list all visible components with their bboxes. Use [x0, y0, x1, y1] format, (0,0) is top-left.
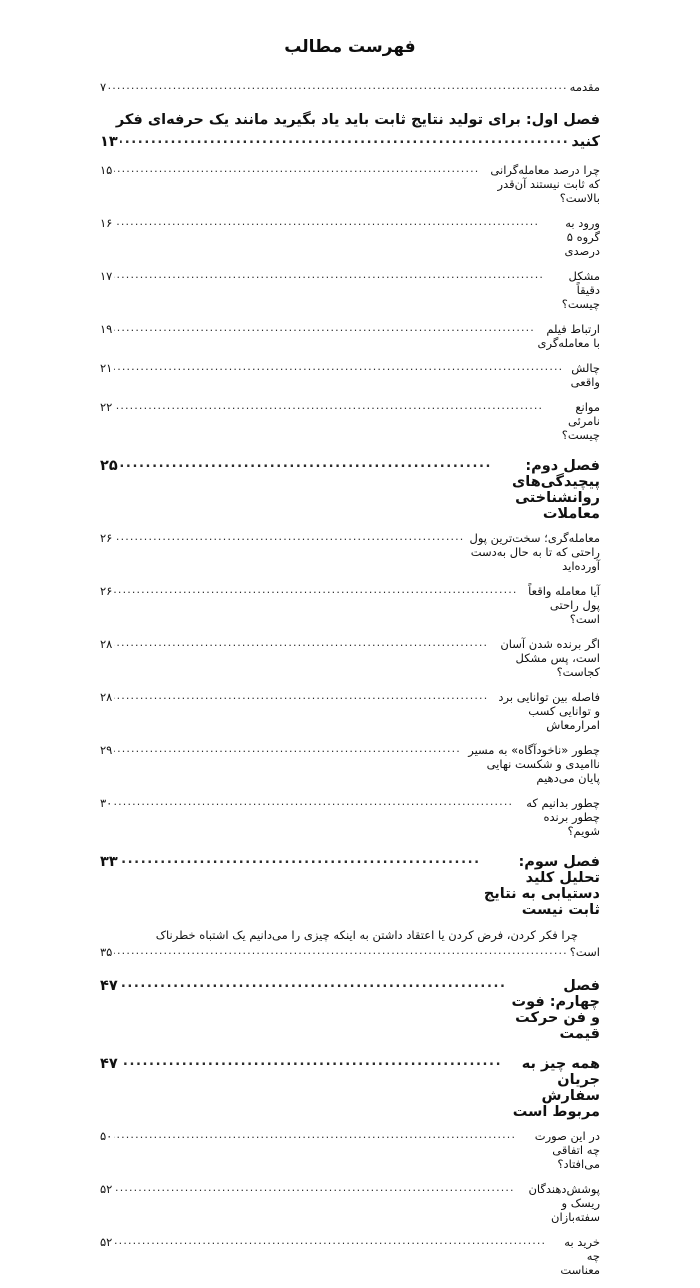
- toc-row: [100, 322, 600, 350]
- toc-entry-sub[interactable]: [100, 400, 600, 442]
- toc-entry-label-line-1: چرا فکر کردن، فرض کردن یا اعتقاد داشتن به اینکه چیزی را می‌دانیم یک اشتباه خطرناک: [155, 927, 578, 942]
- toc-entry-label: فاصله بین توانایی برد و توانایی کسب امرارمعاش: [498, 689, 600, 732]
- toc-row: [100, 531, 600, 573]
- toc-page-number: ۵۲: [100, 1182, 113, 1197]
- toc-page-number: ۱۶: [100, 215, 113, 230]
- toc-page-number: ۱۵: [100, 162, 113, 177]
- toc-entry-chapter-2[interactable]: [100, 458, 600, 522]
- toc-entry-sub[interactable]: [100, 1235, 600, 1277]
- toc-entry-label: چرا درصد معامله‌گرانی که ثابت نیستند آن‌قدر بالاست؟: [490, 162, 600, 205]
- toc-entry-label: در این صورت چه اتفاقی می‌افتاد؟: [534, 1129, 600, 1172]
- toc-entry-label-line-2: کنید: [571, 133, 600, 150]
- toc-row: [100, 854, 600, 918]
- toc-entry-sub[interactable]: [100, 927, 600, 963]
- dot-leader: [108, 79, 567, 92]
- toc-entry-chapter-1[interactable]: [100, 110, 600, 154]
- toc-page-number: ۵۲: [100, 1235, 113, 1250]
- toc-entry-sub[interactable]: [100, 269, 600, 311]
- toc-entry-label: اگر برنده شدن آسان است، پس مشکل کجاست؟: [500, 636, 600, 679]
- dot-leader: [120, 1054, 502, 1069]
- dot-leader: [114, 795, 513, 808]
- toc-entry-chapter-4[interactable]: [100, 978, 600, 1042]
- toc-entry-sub[interactable]: [100, 1182, 600, 1224]
- toc-row: [100, 743, 600, 785]
- dot-leader: [120, 852, 481, 867]
- toc-page-number: ۷: [100, 80, 107, 94]
- toc-page-number: ۲۲: [100, 399, 113, 414]
- toc-entry-label-line-2: است؟: [569, 945, 600, 960]
- toc-entry-sub[interactable]: [100, 743, 600, 785]
- toc-entry-label: چطور بدانیم که چطور برنده شویم؟: [526, 795, 600, 838]
- toc-list: [100, 80, 600, 1288]
- dot-leader: [114, 636, 488, 649]
- toc-row: [100, 400, 600, 442]
- toc-row: [100, 132, 600, 154]
- dot-leader: [114, 583, 517, 596]
- dot-leader: [114, 215, 539, 228]
- toc-entry-label: فصل دوم: پیچیدگی‌های روانشناختی معاملات: [512, 457, 600, 522]
- dot-leader: [120, 456, 492, 471]
- dot-leader: [114, 321, 535, 334]
- toc-entry-sub[interactable]: [100, 163, 600, 205]
- toc-entry-sub[interactable]: [100, 690, 600, 732]
- toc-entry-section[interactable]: [100, 1056, 600, 1120]
- toc-entry-sub[interactable]: [100, 361, 600, 389]
- toc-page-number: ۲۸: [100, 636, 113, 651]
- toc-row: [100, 1056, 600, 1120]
- toc-entry-label: فصل چهارم: فوت و فن حرکت قیمت: [511, 978, 600, 1043]
- toc-page-number: ۲۶: [100, 583, 113, 598]
- toc-entry-label: آیا معامله واقعاً پول راحتی است؟: [528, 583, 600, 626]
- dot-leader: [114, 742, 461, 755]
- dot-leader: [120, 976, 507, 991]
- toc-page-number: ۱۳: [100, 133, 118, 150]
- toc-entry-label: ارتباط فیلم با معامله‌گری: [537, 321, 600, 350]
- toc-entry-label: موانع نامرئی چیست؟: [561, 399, 600, 442]
- toc-page-number: ۵۰: [100, 1129, 113, 1144]
- toc-entry-label: خرید به چه معناست: [560, 1235, 600, 1278]
- toc-entry-intro[interactable]: [100, 80, 600, 94]
- toc-row: [100, 637, 600, 679]
- toc-row: [100, 216, 600, 258]
- toc-page-number: ۲۶: [100, 530, 113, 545]
- toc-row: [100, 1182, 600, 1224]
- toc-entry-label: مقدمه: [569, 80, 600, 94]
- toc-entry-sub[interactable]: [100, 531, 600, 573]
- toc-row: [100, 584, 600, 626]
- dot-leader: [114, 942, 567, 959]
- toc-entry-sub[interactable]: [100, 216, 600, 258]
- toc-row: [100, 944, 600, 962]
- toc-row: [100, 796, 600, 838]
- dot-leader: [114, 530, 464, 543]
- toc-page-number: ۴۷: [100, 978, 118, 995]
- toc-page-number: ۳۵: [100, 945, 113, 960]
- toc-row: [100, 361, 600, 389]
- dot-leader: [114, 1234, 546, 1247]
- toc-page-number: ۲۸: [100, 689, 113, 704]
- toc-entry-label: فصل سوم: تحلیل کلید دستیابی به نتایج ثابت نیست: [483, 853, 600, 918]
- dot-leader: [114, 268, 544, 281]
- toc-entry-sub[interactable]: [100, 1129, 600, 1171]
- dot-leader: [114, 1128, 516, 1141]
- toc-page-number: ۳۰: [100, 795, 113, 810]
- toc-entry-sub[interactable]: [100, 584, 600, 626]
- dot-leader: [114, 162, 479, 175]
- toc-row: [100, 269, 600, 311]
- toc-entry-sub[interactable]: [100, 322, 600, 350]
- dot-leader: [114, 1181, 514, 1194]
- toc-row: [100, 978, 600, 1042]
- toc-entry-sub[interactable]: [100, 796, 600, 838]
- toc-entry-label: چالش واقعی: [570, 360, 600, 389]
- dot-leader: [120, 130, 570, 150]
- toc-entry-label: معامله‌گری؛ سخت‌ترین پول راحتی که تا به حال به‌دست آورده‌اید: [469, 530, 600, 573]
- toc-entry-label-line-1: فصل اول: برای تولید نتایج ثابت باید یاد بگیرید مانند یک حرفه‌ای فکر: [115, 112, 600, 128]
- toc-entry-label: مشکل دقیقاً چیست؟: [561, 268, 600, 311]
- toc-row: [100, 1129, 600, 1171]
- toc-entry-label: همه چیز به جریان سفارش مربوط است: [512, 1056, 600, 1121]
- toc-entry-label: ورود به گروه ۵ درصدی: [564, 215, 600, 258]
- toc-page-number: ۴۷: [100, 1056, 118, 1073]
- toc-row: [100, 80, 600, 94]
- toc-page-number: ۲۱: [100, 360, 113, 375]
- toc-page-number: ۲۵: [100, 457, 118, 474]
- toc-row: [100, 458, 600, 522]
- toc-page-number: ۱۷: [100, 268, 113, 283]
- toc-row: [100, 690, 600, 732]
- dot-leader: [114, 399, 543, 412]
- toc-row: [100, 1235, 600, 1277]
- toc-row: [100, 163, 600, 205]
- toc-entry-sub[interactable]: [100, 637, 600, 679]
- toc-page-number: ۲۹: [100, 742, 113, 757]
- toc-entry-label: پوشش‌دهندگان ریسک و سفته‌بازان: [528, 1182, 600, 1225]
- toc-entry-chapter-3[interactable]: [100, 854, 600, 918]
- toc-entry-label: چطور «ناخودآگاه» به مسیر ناامیدی و شکست نهایی پایان می‌دهیم: [468, 742, 600, 785]
- toc-page-number: ۱۹: [100, 321, 113, 336]
- dot-leader: [114, 360, 563, 373]
- toc-page-number: ۳۳: [100, 853, 118, 870]
- page-title: فهرست مطالب: [284, 37, 416, 57]
